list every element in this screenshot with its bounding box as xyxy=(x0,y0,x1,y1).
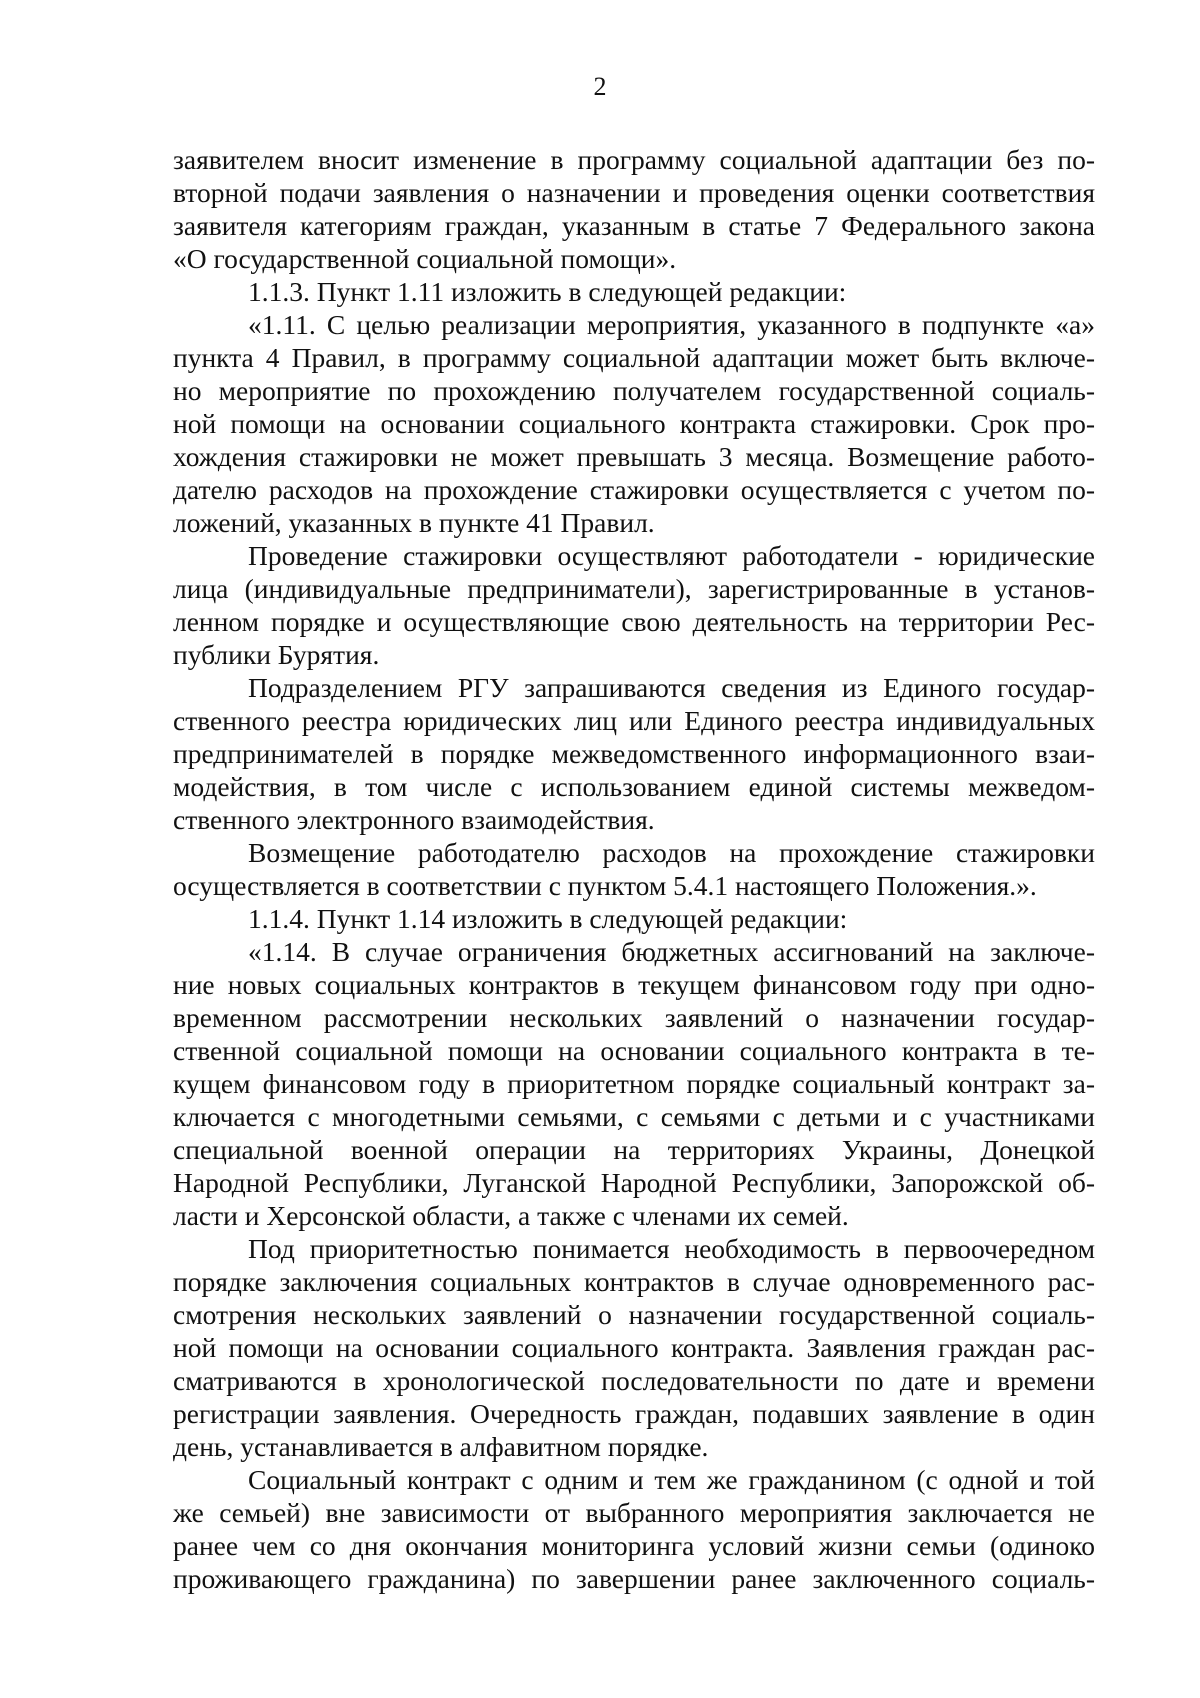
text-line: ственного реестра юридических лиц или Единого реестра индивидуальных xyxy=(173,705,1095,736)
paragraph xyxy=(173,902,1095,935)
text-line: ной помощи на основании социального контракта. Заявления граждан рас- xyxy=(173,1332,1095,1363)
paragraph xyxy=(173,1232,1095,1463)
paragraph xyxy=(173,1463,1095,1595)
text-line: кущем финансовом году в приоритетном порядке социальный контракт за- xyxy=(173,1068,1095,1099)
text-line: Проведение стажировки осуществляют работодатели - юридические xyxy=(248,540,1095,571)
text-line: ложений, указанных в пункте 41 Правил. xyxy=(173,507,655,538)
text-line: же семьей) вне зависимости от выбранного мероприятия заключается не xyxy=(173,1497,1095,1528)
text-line: Социальный контракт с одним и тем же гражданином (с одной и той xyxy=(248,1464,1095,1495)
text-line: порядке заключения социальных контрактов в случае одновременного рас- xyxy=(173,1266,1095,1297)
text-line: лица (индивидуальные предприниматели), зарегистрированные в установ- xyxy=(173,573,1095,604)
text-line: но мероприятие по прохождению получателем государственной социаль- xyxy=(173,375,1095,406)
text-line: Возмещение работодателю расходов на прохождение стажировки xyxy=(248,837,1095,868)
paragraph xyxy=(173,539,1095,671)
text-line: осуществляется в соответствии с пунктом 5.4.1 настоящего Положения.». xyxy=(173,870,1037,901)
paragraph xyxy=(173,143,1095,275)
text-line: 1.1.3. Пункт 1.11 изложить в следующей редакции: xyxy=(248,276,847,307)
text-line: «О государственной социальной помощи». xyxy=(173,243,677,274)
paragraph xyxy=(173,836,1095,902)
text-line: публики Бурятия. xyxy=(173,639,380,670)
paragraph xyxy=(173,275,1095,308)
text-line: 1.1.4. Пункт 1.14 изложить в следующей редакции: xyxy=(248,903,848,934)
text-line: ранее чем со дня окончания мониторинга условий жизни семьи (одиноко xyxy=(173,1530,1095,1561)
text-line: вторной подачи заявления о назначении и проведения оценки соответствия xyxy=(173,177,1095,208)
text-line: дателю расходов на прохождение стажировки осуществляется с учетом по- xyxy=(173,474,1095,505)
text-line: Народной Республики, Луганской Народной Республики, Запорожской об- xyxy=(173,1167,1095,1198)
text-line: смотрения нескольких заявлений о назначении государственной социаль- xyxy=(173,1299,1095,1330)
text-line: проживающего гражданина) по завершении ранее заключенного социаль- xyxy=(173,1563,1095,1594)
text-line: ственного электронного взаимодействия. xyxy=(173,804,655,835)
text-line: Под приоритетностью понимается необходимость в первоочередном xyxy=(248,1233,1095,1264)
text-line: день, устанавливается в алфавитном порядке. xyxy=(173,1431,709,1462)
paragraph xyxy=(173,308,1095,539)
document-body xyxy=(173,143,1095,1595)
paragraph xyxy=(173,935,1095,1232)
text-line: «1.11. С целью реализации мероприятия, указанного в подпункте «а» xyxy=(248,309,1095,340)
text-line: ленном порядке и осуществляющие свою деятельность на территории Рес- xyxy=(173,606,1095,637)
text-line: ственной социальной помощи на основании социального контракта в те- xyxy=(173,1035,1095,1066)
text-line: временном рассмотрении нескольких заявлений о назначении государ- xyxy=(173,1002,1095,1033)
text-line: сматриваются в хронологической последовательности по дате и времени xyxy=(173,1365,1095,1396)
text-line: ключается с многодетными семьями, с семьями с детьми и с участниками xyxy=(173,1101,1095,1132)
text-line: специальной военной операции на территориях Украины, Донецкой xyxy=(173,1134,1095,1165)
page-number: 2 xyxy=(593,72,607,101)
text-line: пункта 4 Правил, в программу социальной адаптации может быть включе- xyxy=(173,342,1095,373)
text-line: заявителя категориям граждан, указанным в статье 7 Федерального закона xyxy=(173,210,1095,241)
text-line: модействия, в том числе с использованием единой системы межведом- xyxy=(173,771,1095,802)
text-line: заявителем вносит изменение в программу социальной адаптации без по- xyxy=(173,144,1095,175)
text-line: хождения стажировки не может превышать 3 месяца. Возмещение работо- xyxy=(173,441,1095,472)
text-line: «1.14. В случае ограничения бюджетных ассигнований на заключе- xyxy=(248,936,1095,967)
paragraph xyxy=(173,671,1095,836)
text-line: предпринимателей в порядке межведомственного информационного взаи- xyxy=(173,738,1095,769)
text-line: Подразделением РГУ запрашиваются сведения из Единого государ- xyxy=(248,672,1095,703)
text-line: регистрации заявления. Очередность граждан, подавших заявление в один xyxy=(173,1398,1095,1429)
text-line: ной помощи на основании социального контракта стажировки. Срок про- xyxy=(173,408,1095,439)
text-line: ласти и Херсонской области, а также с членами их семей. xyxy=(173,1200,849,1231)
text-line: ние новых социальных контрактов в текущем финансовом году при одно- xyxy=(173,969,1095,1000)
